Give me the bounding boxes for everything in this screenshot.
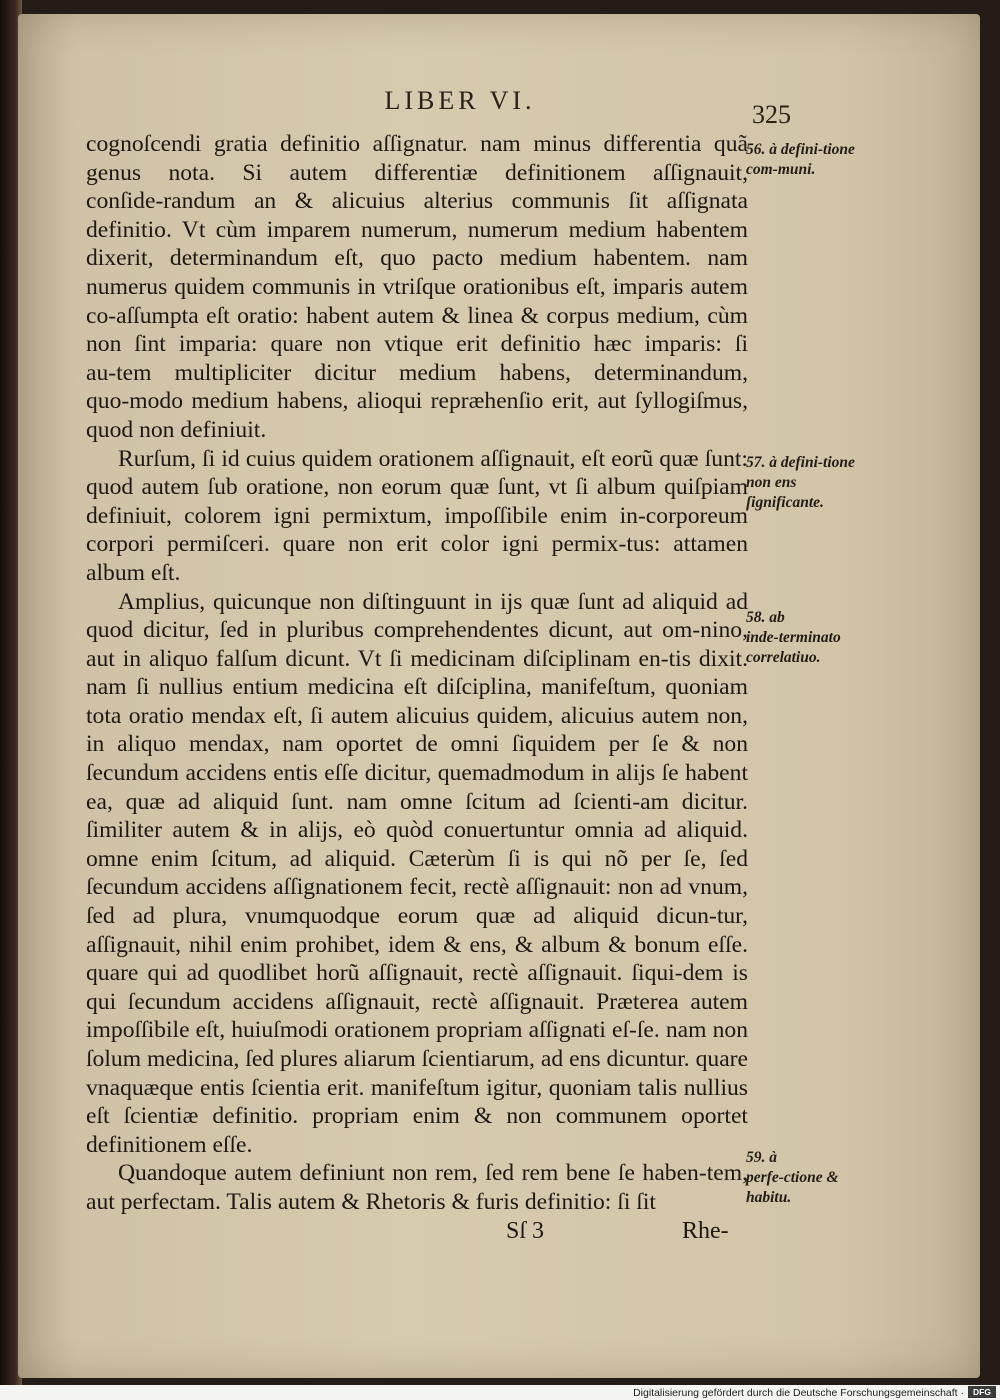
paragraph: Rurſum, ſi id cuius quidem orationem aſſignauit, eſt eorũ quæ ſunt: quod autem ſub oratione, non eorum quæ ſunt, vt ſi album quiſpiam definiuit, colorem igni permixtum, impoſſibile enim in‑corporeum corpori permiſceri. quare non erit color igni permix‑tus: attamen album eſt. — [86, 445, 748, 586]
paragraph: cognoſcendi gratia definitio aſſignatur. nam minus differentia quã genus nota. Si autem differentiæ definitionem aſſignauit, conſide‑randum an & alicuius alterius communis ſit aſſignata definitio. Vt cùm imparem numerum, numerum medium habentem dixerit, determinandum eſt, quo pacto medium habentem. nam numerus quidem communis in vtriſque orationibus eſt, imparis autem co‑aſſumpta eſt oratio: habent autem & linea & corpus medium, cùm non ſint imparia: quare non vtique erit definitio hæc imparis: ſi au‑tem multipliciter dicitur medium habens, determinandum, quo‑modo medium habens, alioqui repræhenſio erit, aut ſyllogiſmus, quod non definiuit. — [86, 131, 748, 443]
dfg-logo-icon: DFG — [968, 1386, 996, 1398]
margin-note-58: 58. ab inde‑terminato correlatiuo. — [746, 609, 841, 666]
margin-note-56: 56. à defini‑tione com‑muni. — [746, 141, 855, 178]
paragraph: Amplius, quicunque non diſtinguunt in ijs quæ ſunt ad aliquid ad quod dicitur, ſed in pluribus comprehendentes dicunt, aut om‑nino, aut in aliquo falſum dicunt. Vt ſi medicinam diſciplinam en‑tis dixit. nam ſi nullius entium medicina eſt diſciplina, manifeſtum, quoniam tota oratio mendax eſt, ſi autem alicuius quidem, alicuius autem non, in aliquo mendax, nam oportet de omni ſiquidem per ſe & non ſecundum accidens entis eſſe dicitur, quemadmodum in alijs ſe habent ea, quæ ad aliquid ſunt. nam omne ſcitum ad ſcienti‑am dicitur. ſimiliter autem & in alijs, eò quòd conuertuntur omnia ad aliquid. omne enim ſcitum, ad aliquid. Cæterùm ſi is qui nõ per ſe, ſed ſecundum accidens aſſignationem fecit, rectè aſſignauit: non ad vnum, ſed ad plura, vnumquodque eorum quæ ad aliquid dicun‑tur, aſſignauit, nihil enim prohibet, idem & ens, & album & bonum eſſe. quare qui ad quodlibet horũ aſſignauit, rectè aſſignauit. ſiqui‑dem is qui ſecundum accidens aſſignauit, rectè aſſignauit. Præterea autem impoſſibile eſt, huiuſmodi orationem propriam aſſignati eſ‑ſe. nam non ſolum medicina, ſed plures aliarum ſcientiarum, ad ens dicuntur. quare vnaquæque entis ſcientia erit. manifeſtum igitur, quoniam talis nullius eſt ſcientiæ definitio. propriam enim & non communem oportet definitionem eſſe. — [86, 588, 748, 1158]
funding-credit: Digitalisierung gefördert durch die Deutsche Forschungsgemeinschaft · — [633, 1387, 964, 1399]
paragraph: Quandoque autem definiunt non rem, ſed rem bene ſe haben‑tem, aut perfectam. Talis autem & Rhetoris & furis definitio: ſi ſit — [86, 1160, 748, 1215]
margin-note-57: 57. à defini‑tione non ens ſignificante. — [746, 454, 855, 511]
catchword: Rhe- — [682, 1218, 729, 1244]
running-head: LIBER VI. — [384, 86, 536, 115]
signature-mark: Sſ 3 — [506, 1218, 545, 1244]
margin-note-59: 59. à perfe‑ctione & habitu. — [746, 1149, 839, 1206]
body-text — [86, 130, 748, 1217]
page-number: 325 — [752, 100, 791, 129]
